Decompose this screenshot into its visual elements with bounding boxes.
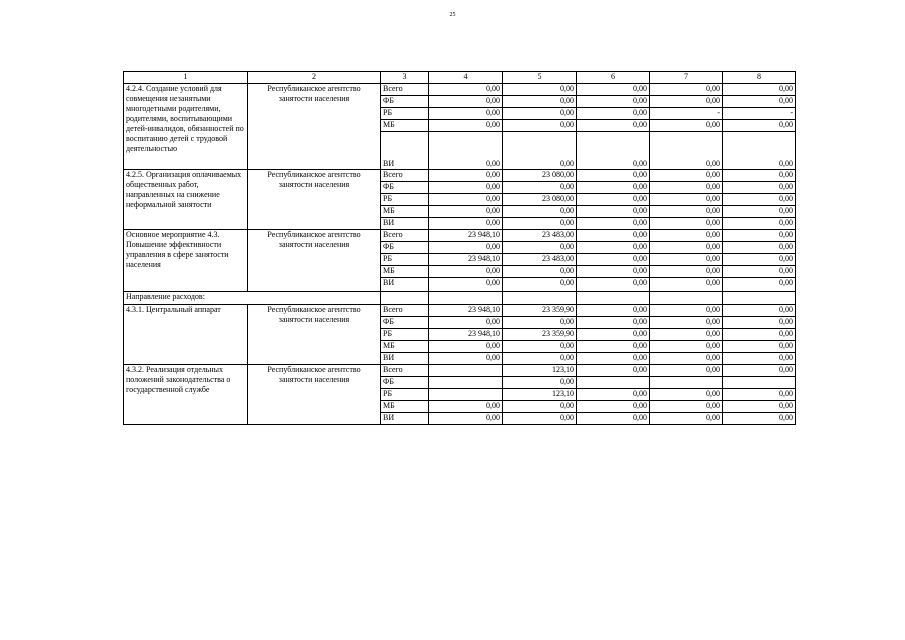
- amount-cell: 0,00: [577, 108, 650, 120]
- amount-cell: 0,00: [723, 365, 796, 377]
- column-header: 1: [124, 72, 248, 84]
- amount-cell: 23 080,00: [503, 194, 577, 206]
- funding-source: ФБ: [381, 377, 429, 389]
- amount-cell: 0,00: [577, 266, 650, 278]
- amount-cell: [429, 377, 503, 389]
- empty-cell: [503, 292, 577, 305]
- amount-cell: 23 948,10: [429, 230, 503, 242]
- amount-cell: 0,00: [650, 182, 723, 194]
- funding-source: РБ: [381, 108, 429, 120]
- funding-source: РБ: [381, 329, 429, 341]
- amount-cell: 0,00: [503, 353, 577, 365]
- funding-source: ВИ: [381, 218, 429, 230]
- amount-cell: 0,00: [577, 242, 650, 254]
- amount-cell: 0,00: [577, 84, 650, 96]
- amount-cell: 0,00: [723, 120, 796, 132]
- amount-cell: 0,00: [723, 305, 796, 317]
- amount-cell: 23 359,90: [503, 329, 577, 341]
- amount-cell: 0,00: [429, 317, 503, 329]
- amount-cell: 0,00: [503, 206, 577, 218]
- amount-cell: 0,00: [429, 170, 503, 182]
- amount-cell: 23 948,10: [429, 305, 503, 317]
- responsible-executor: Республиканское агентство занятости населения: [248, 170, 381, 230]
- amount-cell: 0,00: [650, 353, 723, 365]
- amount-cell: 0,00: [650, 194, 723, 206]
- amount-cell: 0,00: [429, 242, 503, 254]
- amount-cell: 0,00: [577, 341, 650, 353]
- amount-cell: 0,00: [723, 329, 796, 341]
- column-header: 7: [650, 72, 723, 84]
- amount-cell: 0,00: [577, 206, 650, 218]
- empty-cell: [429, 292, 503, 305]
- empty-cell: [381, 292, 429, 305]
- amount-cell: [723, 377, 796, 389]
- amount-cell: 0,00: [429, 194, 503, 206]
- amount-cell: 23 483,00: [503, 230, 577, 242]
- funding-source: ВИ: [381, 278, 429, 292]
- amount-cell: 0,00: [723, 353, 796, 365]
- funding-source: МБ: [381, 206, 429, 218]
- amount-cell: 0,00: [650, 317, 723, 329]
- column-header: 4: [429, 72, 503, 84]
- amount-cell: 0,00: [429, 108, 503, 120]
- amount-cell: 0,00: [650, 305, 723, 317]
- table-row: [124, 84, 796, 96]
- amount-cell: 0,00: [577, 254, 650, 266]
- amount-cell: [429, 365, 503, 377]
- amount-cell: 0,00: [723, 242, 796, 254]
- amount-cell: -: [650, 108, 723, 120]
- section-label: Направление расходов:: [124, 292, 381, 305]
- funding-source: Всего: [381, 230, 429, 242]
- amount-cell: 0,00: [503, 108, 577, 120]
- amount-cell: 0,00: [723, 132, 796, 170]
- amount-cell: 0,00: [723, 206, 796, 218]
- amount-cell: 23 948,10: [429, 254, 503, 266]
- funding-source: МБ: [381, 401, 429, 413]
- amount-cell: 0,00: [723, 278, 796, 292]
- funding-source: Всего: [381, 170, 429, 182]
- table-row: [124, 230, 796, 242]
- funding-source: ФБ: [381, 317, 429, 329]
- amount-cell: 0,00: [503, 218, 577, 230]
- amount-cell: 0,00: [577, 194, 650, 206]
- amount-cell: 0,00: [650, 120, 723, 132]
- funding-source: РБ: [381, 389, 429, 401]
- amount-cell: 0,00: [650, 84, 723, 96]
- amount-cell: [577, 377, 650, 389]
- funding-source: ВИ: [381, 413, 429, 425]
- amount-cell: 0,00: [650, 278, 723, 292]
- amount-cell: 0,00: [723, 96, 796, 108]
- amount-cell: 0,00: [577, 365, 650, 377]
- amount-cell: 0,00: [503, 132, 577, 170]
- amount-cell: 0,00: [577, 401, 650, 413]
- amount-cell: 0,00: [650, 254, 723, 266]
- amount-cell: 0,00: [503, 84, 577, 96]
- amount-cell: 0,00: [577, 317, 650, 329]
- amount-cell: 0,00: [429, 266, 503, 278]
- amount-cell: 0,00: [723, 401, 796, 413]
- amount-cell: 0,00: [650, 365, 723, 377]
- amount-cell: 23 359,90: [503, 305, 577, 317]
- funding-source: ФБ: [381, 182, 429, 194]
- amount-cell: 0,00: [429, 182, 503, 194]
- amount-cell: 0,00: [577, 329, 650, 341]
- funding-source: Всего: [381, 305, 429, 317]
- table-row: [124, 170, 796, 182]
- amount-cell: 0,00: [650, 206, 723, 218]
- empty-cell: [577, 292, 650, 305]
- amount-cell: 0,00: [503, 96, 577, 108]
- amount-cell: 0,00: [429, 353, 503, 365]
- amount-cell: 0,00: [723, 182, 796, 194]
- amount-cell: [650, 377, 723, 389]
- amount-cell: 0,00: [650, 242, 723, 254]
- funding-source: МБ: [381, 120, 429, 132]
- amount-cell: 23 080,00: [503, 170, 577, 182]
- amount-cell: 0,00: [650, 218, 723, 230]
- amount-cell: 0,00: [577, 120, 650, 132]
- measure-description: 4.2.5. Организация оплачиваемых общественных работ, направленных на снижение неформальной занятости: [124, 170, 248, 230]
- funding-source: ВИ: [381, 353, 429, 365]
- amount-cell: 0,00: [429, 120, 503, 132]
- section-row: [124, 292, 796, 305]
- amount-cell: 0,00: [723, 413, 796, 425]
- amount-cell: 0,00: [577, 353, 650, 365]
- amount-cell: 0,00: [650, 341, 723, 353]
- column-header: 5: [503, 72, 577, 84]
- amount-cell: [429, 389, 503, 401]
- amount-cell: 0,00: [429, 401, 503, 413]
- funding-source: РБ: [381, 254, 429, 266]
- amount-cell: 23 483,00: [503, 254, 577, 266]
- amount-cell: 0,00: [723, 218, 796, 230]
- amount-cell: 0,00: [723, 230, 796, 242]
- amount-cell: 0,00: [429, 206, 503, 218]
- amount-cell: 0,00: [723, 317, 796, 329]
- amount-cell: 0,00: [503, 341, 577, 353]
- budget-table: [123, 71, 796, 425]
- funding-source: Всего: [381, 365, 429, 377]
- funding-source: МБ: [381, 266, 429, 278]
- amount-cell: 0,00: [503, 377, 577, 389]
- amount-cell: 0,00: [650, 329, 723, 341]
- amount-cell: 0,00: [503, 317, 577, 329]
- measure-description: Основное мероприятие 4.3. Повышение эффективности управления в сфере занятости населения: [124, 230, 248, 292]
- responsible-executor: Республиканское агентство занятости населения: [248, 84, 381, 170]
- funding-source: РБ: [381, 194, 429, 206]
- amount-cell: -: [723, 108, 796, 120]
- amount-cell: 0,00: [650, 389, 723, 401]
- funding-source: МБ: [381, 341, 429, 353]
- amount-cell: 0,00: [503, 413, 577, 425]
- amount-cell: 0,00: [429, 278, 503, 292]
- amount-cell: 0,00: [577, 132, 650, 170]
- column-header: 8: [723, 72, 796, 84]
- amount-cell: 0,00: [723, 84, 796, 96]
- amount-cell: 0,00: [650, 230, 723, 242]
- amount-cell: 123,10: [503, 389, 577, 401]
- amount-cell: 0,00: [650, 266, 723, 278]
- funding-source: ФБ: [381, 242, 429, 254]
- amount-cell: 0,00: [577, 218, 650, 230]
- amount-cell: 0,00: [503, 120, 577, 132]
- amount-cell: 0,00: [650, 96, 723, 108]
- amount-cell: 0,00: [723, 194, 796, 206]
- amount-cell: 0,00: [429, 341, 503, 353]
- amount-cell: 0,00: [650, 401, 723, 413]
- table-row: [124, 365, 796, 377]
- amount-cell: 0,00: [429, 84, 503, 96]
- amount-cell: 0,00: [503, 242, 577, 254]
- empty-cell: [723, 292, 796, 305]
- column-header: 3: [381, 72, 429, 84]
- amount-cell: 0,00: [723, 254, 796, 266]
- amount-cell: 0,00: [723, 170, 796, 182]
- column-header: 6: [577, 72, 650, 84]
- amount-cell: 0,00: [577, 305, 650, 317]
- amount-cell: 0,00: [577, 182, 650, 194]
- amount-cell: 0,00: [503, 401, 577, 413]
- amount-cell: 0,00: [723, 266, 796, 278]
- funding-source: ФБ: [381, 96, 429, 108]
- amount-cell: 23 948,10: [429, 329, 503, 341]
- amount-cell: 0,00: [577, 230, 650, 242]
- responsible-executor: Республиканское агентство занятости населения: [248, 365, 381, 425]
- empty-cell: [650, 292, 723, 305]
- amount-cell: 0,00: [503, 266, 577, 278]
- column-header: 2: [248, 72, 381, 84]
- responsible-executor: Республиканское агентство занятости населения: [248, 305, 381, 365]
- amount-cell: 0,00: [503, 278, 577, 292]
- amount-cell: 0,00: [577, 278, 650, 292]
- amount-cell: 0,00: [429, 218, 503, 230]
- amount-cell: 0,00: [429, 96, 503, 108]
- amount-cell: 0,00: [577, 389, 650, 401]
- funding-source: Всего: [381, 84, 429, 96]
- measure-description: 4.3.2. Реализация отдельных положений законодательства о государственной службе: [124, 365, 248, 425]
- measure-description: 4.3.1. Центральный аппарат: [124, 305, 248, 365]
- amount-cell: 0,00: [503, 182, 577, 194]
- amount-cell: 123,10: [503, 365, 577, 377]
- amount-cell: 0,00: [650, 132, 723, 170]
- amount-cell: 0,00: [723, 341, 796, 353]
- amount-cell: 0,00: [577, 413, 650, 425]
- amount-cell: 0,00: [429, 132, 503, 170]
- page-number: 25: [449, 12, 456, 18]
- responsible-executor: Республиканское агентство занятости населения: [248, 230, 381, 292]
- amount-cell: 0,00: [650, 170, 723, 182]
- amount-cell: 0,00: [650, 413, 723, 425]
- amount-cell: 0,00: [429, 413, 503, 425]
- amount-cell: 0,00: [577, 170, 650, 182]
- amount-cell: 0,00: [723, 389, 796, 401]
- header-row: [124, 72, 796, 84]
- table-row: [124, 305, 796, 317]
- measure-description: 4.2.4. Создание условий для совмещения незанятыми многодетными родителями, родителями, воспитывающими детей-инвалидов, обязанностей по воспитанию детей с трудовой деятельностью: [124, 84, 248, 170]
- funding-source: ВИ: [381, 132, 429, 170]
- amount-cell: 0,00: [577, 96, 650, 108]
